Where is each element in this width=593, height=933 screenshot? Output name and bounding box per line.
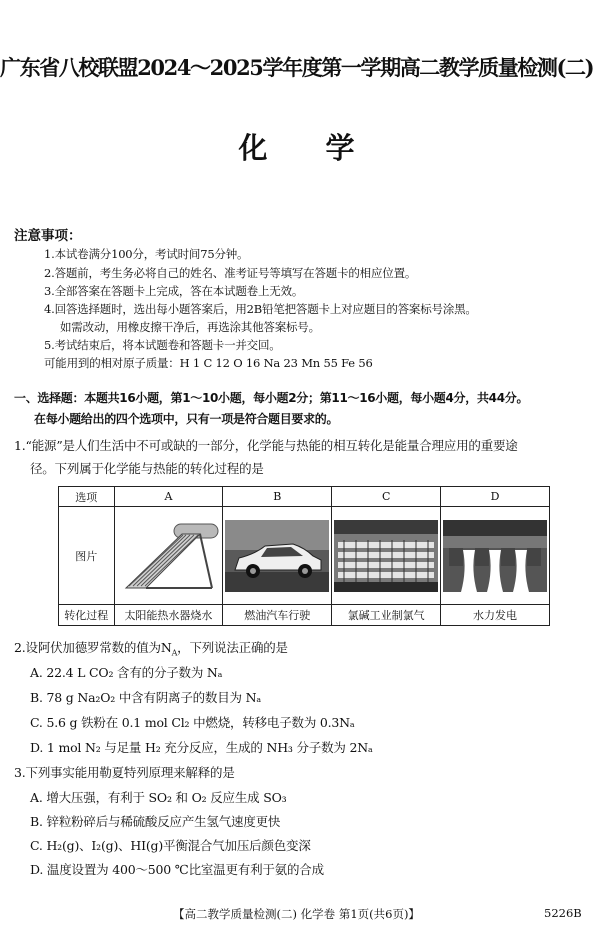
row-label-picture: 图片	[59, 507, 115, 605]
question-1-stem: 1.“能源”是人们生活中不可或缺的一部分，化学能与热能的相互转化是能量合理应用的重要途	[14, 438, 518, 453]
hydropower-dam-image	[443, 520, 547, 592]
car-driving-image	[225, 520, 329, 592]
process-c: 氯碱工业制氯气	[332, 605, 441, 626]
table-header: D	[441, 487, 550, 507]
table-header: B	[223, 487, 332, 507]
picture-cell-b	[223, 507, 332, 605]
process-b: 燃油汽车行驶	[223, 605, 332, 626]
picture-cell-d	[441, 507, 550, 605]
section-heading: 一、选择题：本题共16小题，第1～10小题，每小题2分；第11～16小题，每小题4分，共44分。	[14, 391, 529, 405]
note-item: 2.答题前，考生务必将自己的姓名、准考证号等填写在答题卡的相应位置。	[44, 266, 417, 280]
note-item: 如需改动，用橡皮擦干净后，再选涂其他答案标号。	[60, 320, 320, 334]
question-2-stem: 2.设阿伏加德罗常数的值为$N_A$，下列说法正确的是	[14, 640, 288, 658]
row-label-process: 转化过程	[59, 605, 115, 626]
page-footer: 【高二教学质量检测(二) 化学卷 第1页(共6页)】	[173, 907, 420, 921]
question-3-option-d: D. 温度设置为 400～500 ℃比室温更有利于氨的合成	[30, 862, 324, 877]
question-2-option-b: B. 78 g Na₂O₂ 中含有阴离子的数目为 Nₐ	[30, 690, 261, 705]
section-instruction: 在每小题给出的四个选项中，只有一项是符合题目要求的。	[34, 412, 339, 426]
table-header: 选项	[59, 487, 115, 507]
question-2-option-c: C. 5.6 g 铁粉在 0.1 mol Cl₂ 中燃烧，转移电子数为 0.3Nₐ	[30, 715, 355, 730]
question-3-option-c: C. H₂(g)、I₂(g)、HI(g)平衡混合气加压后颜色变深	[30, 838, 311, 853]
note-item: 5.考试结束后，将本试题卷和答题卡一并交回。	[44, 338, 281, 352]
paper-code: 5226B	[544, 906, 582, 920]
table-header: C	[332, 487, 441, 507]
notes-heading: 注意事项：	[14, 228, 82, 244]
process-d: 水力发电	[441, 605, 550, 626]
question-1-table	[58, 486, 550, 626]
question-2-option-d: D. 1 mol N₂ 与足量 H₂ 充分反应，生成的 NH₃ 分子数为 2Nₐ	[30, 740, 373, 755]
question-3-option-b: B. 锌粒粉碎后与稀硫酸反应产生氢气速度更快	[30, 814, 281, 829]
picture-cell-a	[114, 507, 223, 605]
note-item: 4.回答选择题时，选出每小题答案后，用2B铅笔把答题卡上对应题目的答案标号涂黑。	[44, 302, 477, 316]
question-1-stem-cont: 径。下列属于化学能与热能的转化过程的是	[30, 461, 264, 476]
note-item: 3.全部答案在答题卡上完成，答在本试题卷上无效。	[44, 284, 304, 298]
note-item: 1.本试卷满分100分，考试时间75分钟。	[44, 247, 249, 261]
picture-cell-c	[332, 507, 441, 605]
table-header: A	[114, 487, 223, 507]
question-3-option-a: A. 增大压强，有利于 SO₂ 和 O₂ 反应生成 SO₃	[30, 790, 287, 805]
subject-title: 化学	[238, 131, 413, 165]
question-3-stem: 3.下列事实能用勒夏特列原理来解释的是	[14, 765, 235, 780]
exam-title: 广东省八校联盟2024～2025学年度第一学期高二教学质量检测(二)	[0, 55, 593, 80]
chlor-alkali-plant-image	[334, 520, 438, 592]
process-a: 太阳能热水器烧水	[114, 605, 223, 626]
atomic-masses: 可能用到的相对原子质量：H 1 C 12 O 16 Na 23 Mn 55 Fe 56	[44, 356, 373, 370]
question-2-option-a: A. 22.4 L CO₂ 含有的分子数为 Nₐ	[30, 665, 223, 680]
solar-water-heater-image	[116, 520, 220, 592]
